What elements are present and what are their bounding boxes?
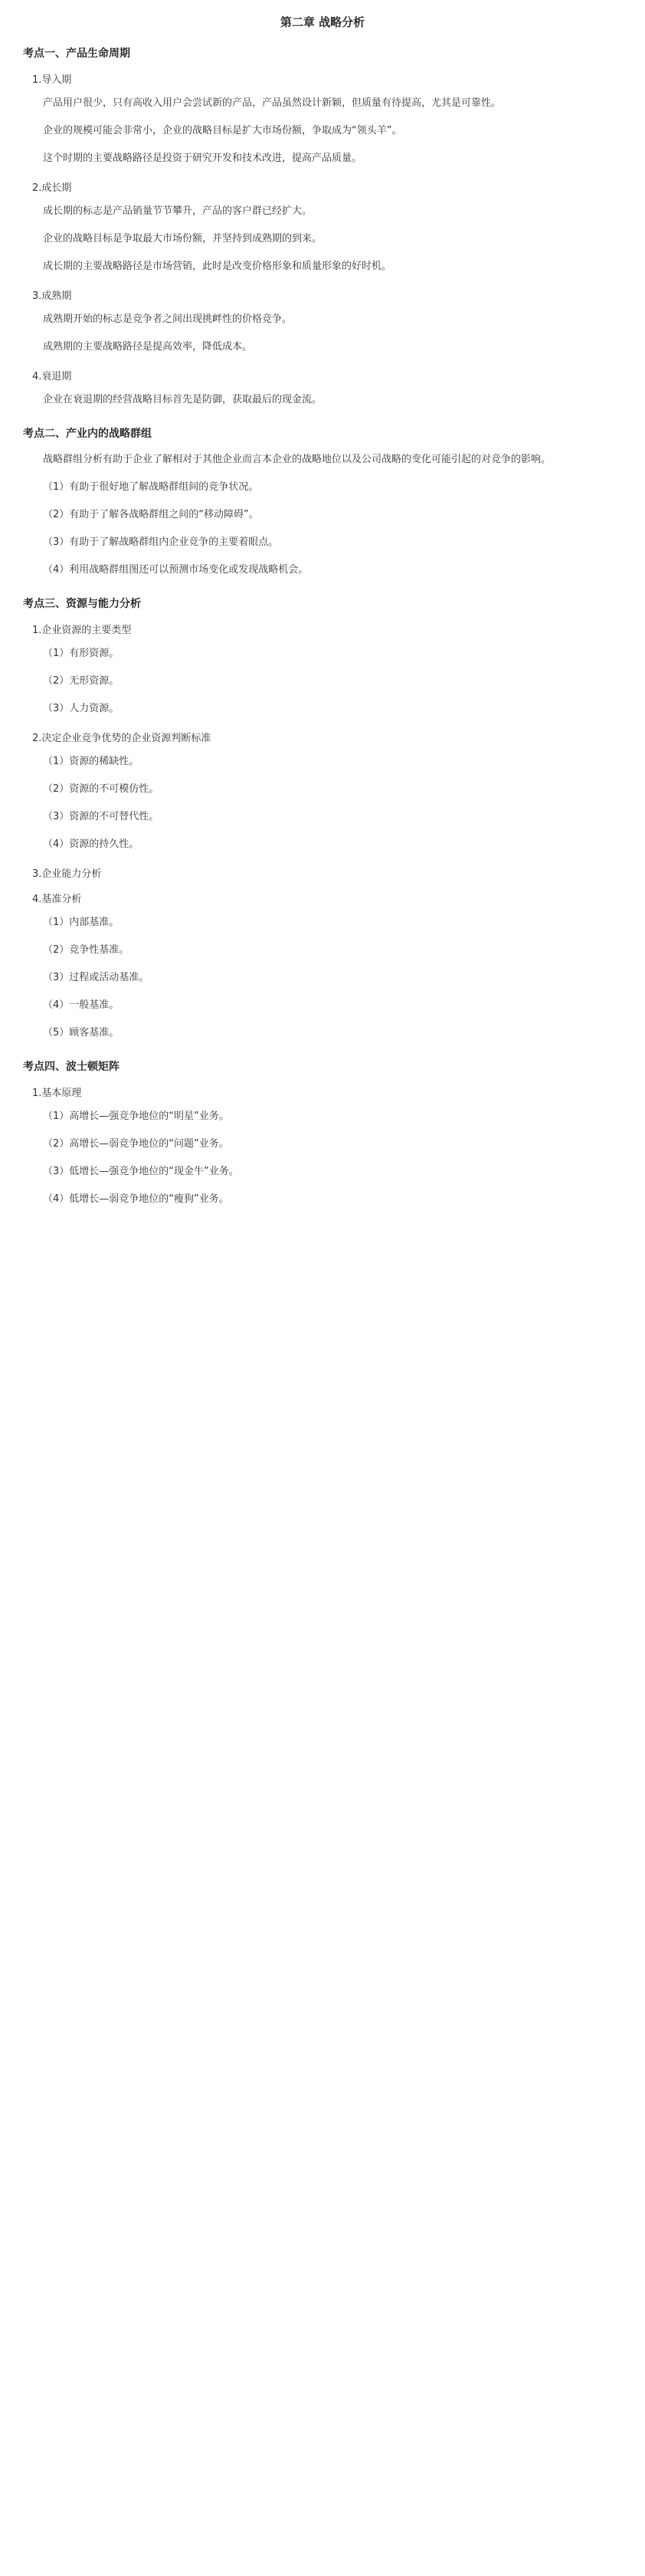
paragraph: （4）一般基准。 xyxy=(43,999,120,1011)
paragraph: （5）顾客基准。 xyxy=(43,1027,120,1039)
section-heading: 考点一、产品生命周期 xyxy=(23,48,130,60)
paragraph: （3）有助于了解战略群组内企业竞争的主要着眼点。 xyxy=(43,537,279,548)
paragraph: （2）有助于了解各战略群组之间的“移动障碍”。 xyxy=(43,509,259,520)
paragraph: 成长期的主要战略路径是市场营销，此时是改变价格形象和质量形象的好时机。 xyxy=(43,261,392,272)
document-content xyxy=(23,45,622,1209)
sub-heading: 4.衰退期 xyxy=(32,371,72,382)
paragraph: （2）无形资源。 xyxy=(43,675,120,687)
paragraph: 成长期的标志是产品销量节节攀升，产品的客户群已经扩大。 xyxy=(43,205,313,217)
paragraph: 企业的战略目标是争取最大市场份额，并坚持到成熟期的到来。 xyxy=(43,233,322,244)
paragraph: 企业在衰退期的经营战略目标首先是防御，获取最后的现金流。 xyxy=(43,394,322,405)
sub-heading: 2.成长期 xyxy=(32,182,72,194)
paragraph: 产品用户很少，只有高收入用户会尝试新的产品，产品虽然设计新颖，但质量有待提高，尤其是可靠性。 xyxy=(43,97,502,109)
paragraph: （1）内部基准。 xyxy=(43,917,120,928)
paragraph: （1）高增长—强竞争地位的“明星”业务。 xyxy=(43,1111,229,1122)
sub-heading: 4.基准分析 xyxy=(32,894,82,905)
paragraph: （2）高增长—弱竞争地位的“问题”业务。 xyxy=(43,1138,229,1150)
document-page xyxy=(0,0,645,1240)
sub-heading: 1.企业资源的主要类型 xyxy=(32,625,132,636)
sub-heading: 3.企业能力分析 xyxy=(32,868,102,880)
sub-heading: 1.导入期 xyxy=(32,74,72,86)
paragraph: （1）有助于很好地了解战略群组间的竞争状况。 xyxy=(43,481,259,493)
chapter-title: 第二章 战略分析 xyxy=(280,15,365,29)
section-heading: 考点二、产业内的战略群组 xyxy=(23,428,152,440)
paragraph: （4）低增长—弱竞争地位的“瘦狗”业务。 xyxy=(43,1193,229,1205)
paragraph: 成熟期的主要战略路径是提高效率，降低成本。 xyxy=(43,341,253,353)
paragraph: （2）资源的不可模仿性。 xyxy=(43,783,159,795)
section-heading: 考点三、资源与能力分析 xyxy=(23,598,141,610)
paragraph: （1）有形资源。 xyxy=(43,648,120,659)
paragraph: （3）资源的不可替代性。 xyxy=(43,811,159,822)
sub-heading: 1.基本原理 xyxy=(32,1088,82,1099)
paragraph: （4）资源的持久性。 xyxy=(43,838,139,850)
paragraph: （3）低增长—强竞争地位的“现金牛”业务。 xyxy=(43,1166,239,1177)
sub-heading: 2.决定企业竞争优势的企业资源判断标准 xyxy=(32,733,211,744)
paragraph: （4）利用战略群组图还可以预测市场变化或发现战略机会。 xyxy=(43,564,309,576)
section-heading: 考点四、波士顿矩阵 xyxy=(23,1061,120,1073)
sub-heading: 3.成熟期 xyxy=(32,290,72,302)
paragraph: （3）过程或活动基准。 xyxy=(43,972,149,983)
paragraph: 成熟期开始的标志是竞争者之间出现挑衅性的价格竞争。 xyxy=(43,313,293,325)
paragraph: （3）人力资源。 xyxy=(43,703,120,714)
paragraph: （2）竞争性基准。 xyxy=(43,944,129,956)
paragraph: （1）资源的稀缺性。 xyxy=(43,756,139,767)
paragraph: 这个时期的主要战略路径是投资于研究开发和技术改进，提高产品质量。 xyxy=(43,153,362,164)
paragraph: 战略群组分析有助于企业了解相对于其他企业而言本企业的战略地位以及公司战略的变化可能引起的对竞争的影响。 xyxy=(43,454,552,465)
paragraph: 企业的规模可能会非常小，企业的战略目标是扩大市场份额，争取成为“领头羊”。 xyxy=(43,125,402,136)
